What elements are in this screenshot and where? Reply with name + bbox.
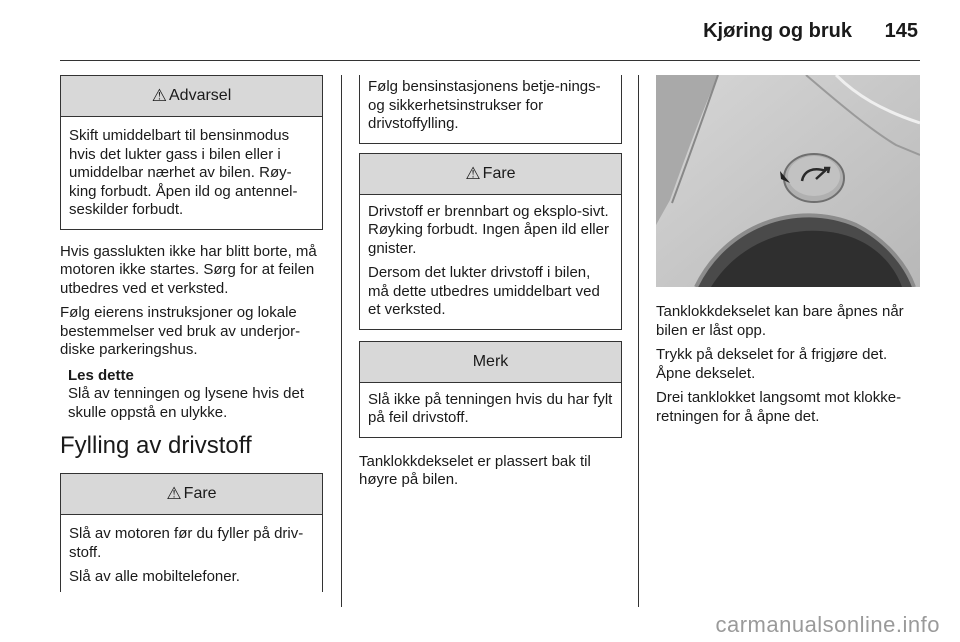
continued-box-body	[360, 75, 621, 143]
paragraph: Følg eierens instruksjoner og lokale bestemmelser ved bruk av underjor-diske parkeringshus.	[60, 304, 301, 358]
notice-box-title: Merk	[472, 352, 509, 370]
danger-box-text: Dersom det lukter drivstoff i bilen, må dette utbedres umiddelbart ved et verksted.	[368, 264, 600, 318]
danger-box-body	[61, 515, 322, 592]
watermark: carmanualsonline.info	[715, 612, 940, 637]
warning-triangle-icon: ⚠	[465, 163, 481, 183]
column-3	[656, 303, 924, 426]
warning-triangle-icon: ⚠	[151, 86, 167, 105]
danger-box	[359, 153, 622, 330]
paragraph: Trykk på dekselet for å frigjøre det. Åpne dekselet.	[656, 346, 888, 382]
notice-box-header	[360, 342, 621, 383]
header-rule	[60, 60, 920, 61]
fuel-door-drawing	[656, 75, 920, 287]
note-text: Slå av tenningen og lysene hvis det skulle oppstå en ulykke.	[68, 385, 304, 421]
header-title: Kjøring og bruk	[703, 20, 852, 42]
note-title: Les dette	[68, 366, 134, 384]
column-2	[359, 75, 622, 490]
notice-box-text: Slå ikke på tenningen hvis du har fylt på feil drivstoff.	[368, 390, 613, 426]
column-divider-right	[638, 75, 639, 607]
fuel-filler-door-illustration	[656, 75, 920, 287]
danger-box-header	[360, 154, 621, 195]
section-title: Fylling av drivstoff	[60, 432, 252, 459]
danger-box	[60, 473, 323, 592]
warning-box	[60, 75, 323, 230]
notice-box-body	[360, 383, 621, 437]
warning-triangle-icon: ⚠	[166, 484, 182, 503]
danger-box-text: Slå av motoren før du fyller på driv-stoff.	[69, 525, 304, 561]
column-divider-left	[341, 75, 342, 607]
paragraph: Hvis gasslukten ikke har blitt borte, må motoren ikke startes. Sørg for at feilen utbedres ved et verksted.	[60, 242, 317, 297]
danger-box-header	[61, 474, 322, 515]
note	[60, 367, 323, 423]
danger-box-body	[360, 195, 621, 329]
notice-box	[359, 341, 622, 438]
page-number: 145	[884, 20, 918, 42]
column-1	[60, 75, 323, 592]
paragraph: Drei tanklokket langsomt mot klokke-retningen for å åpne det.	[656, 389, 902, 425]
danger-box-title: Fare	[482, 164, 516, 182]
warning-box-title: Advarsel	[169, 87, 232, 104]
danger-box-text: Drivstoff er brennbart og eksplo-sivt. Røyking forbudt. Ingen åpen ild eller gnister.	[368, 202, 609, 257]
danger-box-title: Fare	[183, 485, 217, 502]
paragraph: Tanklokkdekselet kan bare åpnes når bilen er låst opp.	[656, 303, 904, 339]
warning-box-text: Skift umiddelbart til bensinmodus hvis det lukter gass i bilen eller i umiddelbar nærhet av bilen. Røy-king forbudt. Åpen ild og antennel-seskilder forbudt.	[69, 127, 298, 218]
danger-box-text: Slå av alle mobiltelefoner.	[69, 568, 240, 585]
paragraph: Tanklokkdekselet er plassert bak til høyre på bilen.	[359, 452, 591, 488]
continued-danger-box	[359, 75, 622, 144]
page-header	[0, 0, 960, 60]
continued-box-text: Følg bensinstasjonens betje-nings- og sikkerhetsinstrukser for drivstoffylling.	[368, 78, 601, 132]
warning-box-header	[61, 76, 322, 117]
warning-box-body	[61, 117, 322, 229]
